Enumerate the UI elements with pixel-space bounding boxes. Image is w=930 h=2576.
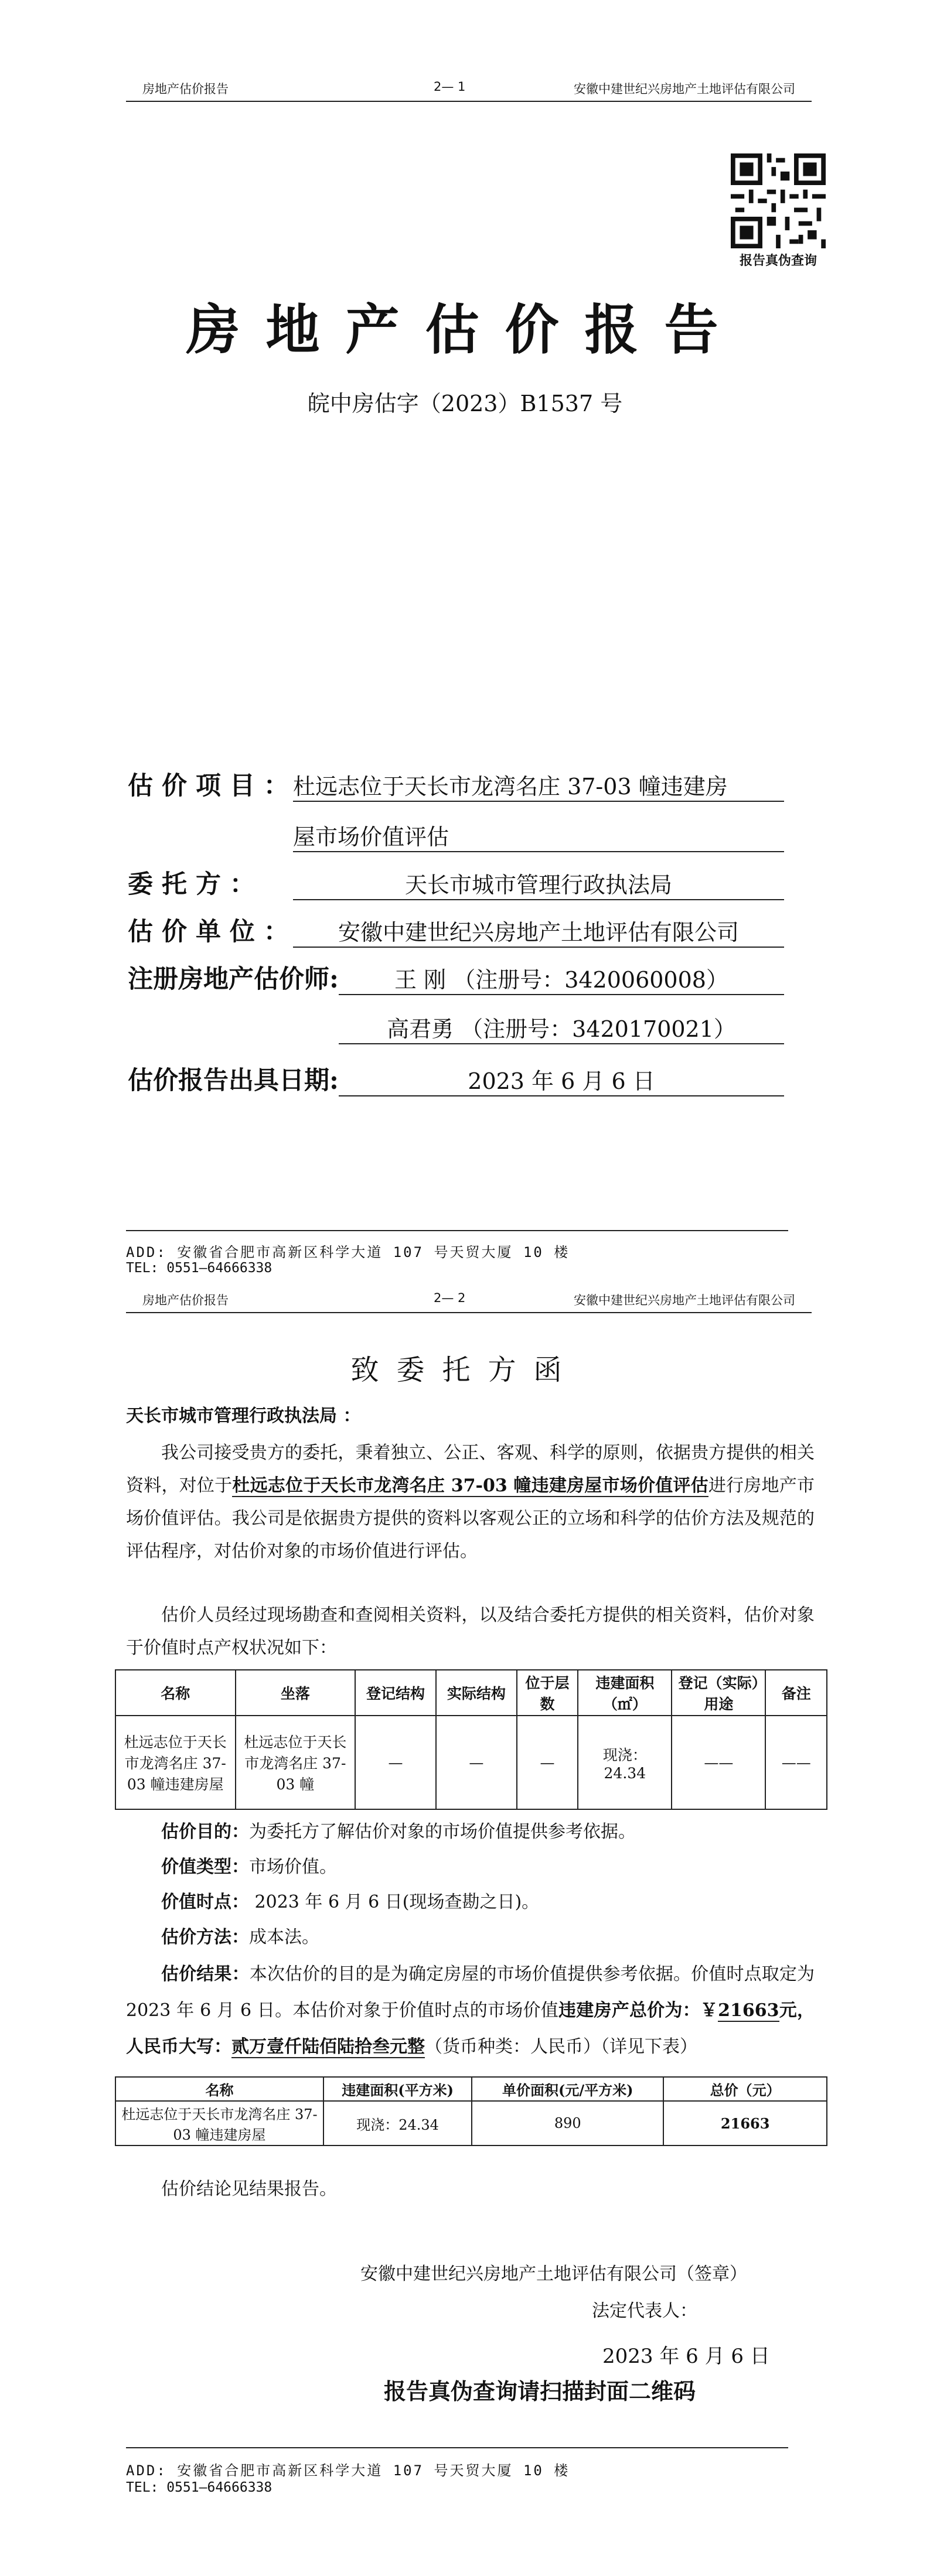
client-value: 天长市城市管理行政执法局 xyxy=(293,867,784,900)
value-time-value: 2023 年 6 月 6 日(现场查勘之日)。 xyxy=(249,1892,540,1912)
th-name: 名称 xyxy=(115,1670,236,1716)
result-text-a: 本次估价的目的是为确定房屋的市场价值提供参考依据。价值时点取定为 2023 年 6 月 6 日。本估价对象于价值时点的市场价值 xyxy=(126,1964,815,2021)
value-time-label: 价值时点： xyxy=(161,1892,249,1912)
th-area: 违建面积（㎡） xyxy=(578,1670,672,1716)
cell-use: —— xyxy=(672,1716,765,1809)
sign-representative: 法定代表人： xyxy=(592,2301,697,2321)
header-right: 安徽中建世纪兴房地产土地评估有限公司 xyxy=(574,1293,795,1307)
cell-name: 杜远志位于天长市龙湾名庄 37-03 幢违建房屋 xyxy=(115,1716,236,1809)
page1-header xyxy=(126,77,812,102)
header-page-number: 2— 2 xyxy=(434,1291,466,1305)
report-title: 房地产估价报告 xyxy=(186,298,744,361)
appraiser-2: 高君勇 （注册号：3420170021） xyxy=(339,1011,784,1044)
para1-part-a: 我公司接受贵方的委托，秉着独立、公正、客观、科学的原则，依据贵方提供的相关资料，对位于 xyxy=(126,1443,815,1496)
header-left: 房地产估价报告 xyxy=(142,1293,229,1307)
project-label: 估 价 项 目 ： xyxy=(128,771,289,801)
page2-address: ADD: 安徽省合肥市高新区科学大道 107 号天贸大厦 10 楼 xyxy=(126,2462,570,2479)
purpose-label: 估价目的： xyxy=(161,1822,249,1842)
project-value-line1: 杜远志位于天长市龙湾名庄 37-03 幢违建房 xyxy=(293,768,784,802)
document-number: 皖中房估字（2023）B1537 号 xyxy=(307,391,623,416)
paragraph-1 xyxy=(126,1437,815,1568)
th-location: 坐落 xyxy=(236,1670,356,1716)
th2-unit-price: 单价面积(元/平方米) xyxy=(472,2077,663,2101)
para1-subject: 杜远志位于天长市龙湾名庄 37-03 幢违建房屋市场价值评估 xyxy=(232,1475,708,1496)
value-type-line xyxy=(126,1851,815,1884)
paragraph-2: 估价人员经过现场勘查和查阅相关资料，以及结合委托方提供的相关资料，估价对象于价值时点产权状况如下： xyxy=(126,1605,815,1658)
firm-label: 估 价 单 位 ： xyxy=(128,917,289,947)
table-row xyxy=(115,1716,827,1809)
header-left: 房地产估价报告 xyxy=(142,82,229,96)
result-text-d: （货币种类：人民币）（详见下表） xyxy=(425,2037,697,2057)
appraiser-1: 王 刚 （注册号：3420060008） xyxy=(339,962,784,995)
cell-reg-structure: — xyxy=(355,1716,436,1809)
purpose-line xyxy=(126,1816,815,1849)
cell2-total: 21663 xyxy=(663,2101,827,2145)
th-use: 登记（实际）用途 xyxy=(672,1670,765,1716)
th-actual-structure: 实际结构 xyxy=(436,1670,517,1716)
header-page-number: 2— 1 xyxy=(434,80,466,94)
th-remark: 备注 xyxy=(765,1670,827,1716)
result-text-c: 元，人民币大写： xyxy=(126,2000,815,2057)
letter-title: 致委托方函 xyxy=(350,1354,580,1386)
page2-footer-rule xyxy=(126,2447,788,2448)
page1-footer-rule xyxy=(126,1230,788,1231)
method-label: 估价方法： xyxy=(161,1927,249,1948)
sign-date: 2023 年 6 月 6 日 xyxy=(602,2345,770,2368)
cell2-unit-price: 890 xyxy=(472,2101,663,2145)
result-label: 估价结果： xyxy=(161,1964,250,1984)
value-time-line xyxy=(126,1886,815,1919)
result-paragraph xyxy=(126,1956,815,2065)
th2-area: 违建面积(平方米) xyxy=(323,2077,472,2101)
property-status-table xyxy=(115,1669,827,1810)
page2-tel: TEL: 0551—64666338 xyxy=(126,2480,272,2495)
table-header-row xyxy=(115,1670,827,1716)
header-right: 安徽中建世纪兴房地产土地评估有限公司 xyxy=(574,82,795,96)
cell2-area: 现浇：24.34 xyxy=(323,2101,472,2145)
issue-date-label: 估价报告出具日期: xyxy=(128,1066,339,1095)
addressee: 天长市城市管理行政执法局 ： xyxy=(126,1406,361,1426)
page1-address: ADD: 安徽省合肥市高新区科学大道 107 号天贸大厦 10 楼 xyxy=(126,1244,570,1260)
verify-note: 报告真伪查询请扫描封面二维码 xyxy=(384,2378,696,2404)
value-type-label: 价值类型： xyxy=(161,1857,249,1877)
qr-caption: 报告真伪查询 xyxy=(739,253,817,268)
method-value: 成本法。 xyxy=(249,1927,319,1948)
method-line xyxy=(126,1921,815,1954)
sign-company: 安徽中建世纪兴房地产土地评估有限公司（签章） xyxy=(360,2264,747,2284)
th-reg-structure: 登记结构 xyxy=(355,1670,436,1716)
purpose-value: 为委托方了解估价对象的市场价值提供参考依据。 xyxy=(249,1822,636,1842)
th-floor: 位于层数 xyxy=(517,1670,578,1716)
value-type-value: 市场价值。 xyxy=(249,1857,337,1877)
conclusion: 估价结论见结果报告。 xyxy=(161,2179,337,2199)
cell-remark: —— xyxy=(765,1716,827,1809)
th2-name: 名称 xyxy=(115,2077,323,2101)
cell-floor: — xyxy=(517,1716,578,1809)
issue-date-value: 2023 年 6 月 6 日 xyxy=(339,1063,784,1096)
cell-area: 现浇：24.34 xyxy=(578,1716,672,1809)
project-value-line2: 屋市场价值评估 xyxy=(293,819,784,852)
table-row xyxy=(115,2101,827,2145)
cell-location: 杜远志位于天长市龙湾名庄 37-03 幢 xyxy=(236,1716,356,1809)
th2-total: 总价（元） xyxy=(663,2077,827,2101)
result-amount: 21663 xyxy=(718,2000,779,2021)
table-header-row xyxy=(115,2077,827,2101)
result-upper: 贰万壹仟陆佰陆拾叁元整 xyxy=(231,2037,425,2057)
page2-header xyxy=(126,1289,812,1313)
para1-part-c: 进行房地产市场价值评估。我公司是依据贵方提供的资料以客观公正的立场和科学的估价方法及规范的评估程序，对估价对象的市场价值进行评估。 xyxy=(126,1475,815,1562)
result-text-b: 违建房产总价为：￥ xyxy=(558,2000,718,2021)
page1-tel: TEL: 0551—64666338 xyxy=(126,1260,272,1276)
appraiser-label: 注册房地产估价师: xyxy=(128,965,339,994)
client-label: 委 托 方 ： xyxy=(128,870,255,899)
qr-code-icon[interactable] xyxy=(731,153,826,248)
cell2-name: 杜远志位于天长市龙湾名庄 37-03 幢违建房屋 xyxy=(115,2101,323,2145)
cell-actual-structure: — xyxy=(436,1716,517,1809)
firm-value: 安徽中建世纪兴房地产土地评估有限公司 xyxy=(293,914,784,948)
valuation-table xyxy=(115,2076,827,2146)
